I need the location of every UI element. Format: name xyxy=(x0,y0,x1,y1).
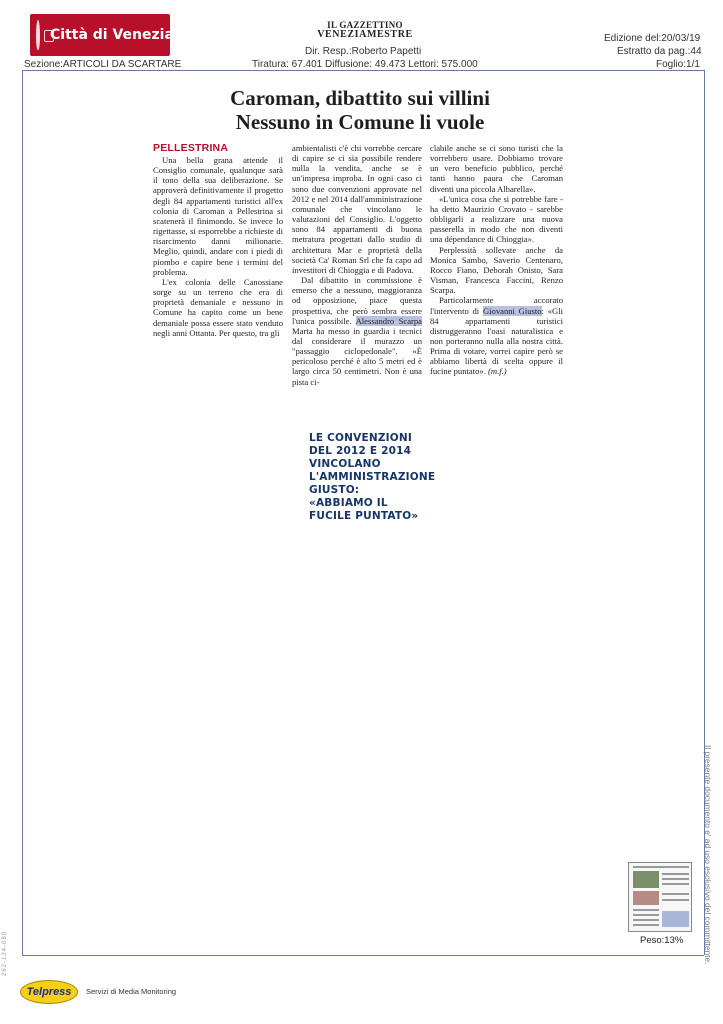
col3-paragraph-3: Perplessità sollevate anche da Monica Sambo, Saverio Centenaro, Rocco Fiano, Deborah Onisto, Sara Visman, Francesca Faccini, Renzo Scarpa. xyxy=(430,244,563,296)
logo-text: Città di Venezia xyxy=(50,27,174,43)
article-column-2 xyxy=(292,143,422,387)
extract-page: Estratto da pag.:44 xyxy=(617,46,702,57)
col3-paragraph-4-end: : «Gli 84 appartamenti turistici distruggeranno l'oasi naturalistica e non porteranno nulla alla nostra città. Prima di votare, vorrei capire però se abbiamo libertà di scelta oppure il fucine puntato». xyxy=(430,305,563,377)
col1-paragraph-1: Una bella grana attende il Consiglio comunale, qualunque sarà il tono della sua deliberazione. Se approverà definitivamente il progetto degli 84 appartamenti turistici all'ex colonia di Caroman a Pellestrina si scatenerà il finimondo. Se invece lo rigettasse, si esporrebbe a richieste di risarcimento danni milionarie. Meglio, quindi, andare con i piedi di piombo e capire bene i termini del problema. xyxy=(153,155,283,277)
article-column-1 xyxy=(153,155,283,338)
col3-paragraph-4-start: Particolarmente accorato l'intervento di xyxy=(430,295,563,316)
col2-paragraph-1: ambientalisti c'è chi vorrebbe cercare di capire se ci sia possibile rendere nulla la vendita, anche se è un'impresa improba. In ogni caso ci sono due convenzioni approvate nel 2012 e nel 2014 dall'amministrazione comunale che vincolano le valutazioni del Consiglio. L'oggetto sono 84 appartamenti di buona metratura progettati dallo studio di architettura Mar e proprietà della società Ca' Roman Srl che fa capo ad investitori di Chioggia e di Padova. xyxy=(292,143,422,275)
masthead-line1: IL GAZZETTINO xyxy=(327,20,403,30)
col2-paragraph-2-start: Dal dibattito in commissione è emerso che a nessuno, maggioranza od opposizione, piace questa prospettiva, che però sembra essere l'unica possibile. xyxy=(292,275,422,326)
article-kicker: PELLESTRINA xyxy=(153,142,229,154)
page-thumbnail xyxy=(628,862,692,932)
article-headline-line1: Caroman, dibattito sui villini xyxy=(230,86,490,110)
article-headline-line2: Nessuno in Comune li vuole xyxy=(235,110,485,134)
page-frame-left xyxy=(22,70,23,955)
thumbnail-photo-2 xyxy=(633,891,659,905)
sheet-count: Foglio:1/1 xyxy=(656,59,700,70)
edition-date: Edizione del:20/03/19 xyxy=(604,33,701,44)
author-signature: (m.f.) xyxy=(488,366,507,377)
col2-paragraph-2-end: Marta ha messo in guardia i tecnici dal considerare il murazzo un "passaggio ciclopedonale". «È pericoloso perché è alto 5 metri ed è largo circa 50 centimetri. Non è una pista ci- xyxy=(292,325,422,387)
col3-paragraph-1: clabile anche se ci sono turisti che la vorrebbero usare. Dobbiamo trovare un vero beneficio pubblico, perché tanti hanno paura che Caroman diventi una piccola Albarella». xyxy=(430,143,563,194)
footer-divider xyxy=(22,955,704,956)
header-divider xyxy=(22,70,704,71)
weight-percentage: Peso:13% xyxy=(640,935,684,946)
citta-di-venezia-logo xyxy=(30,14,174,56)
usage-disclaimer: Il presente documento e' ad uso esclusivo del committente. xyxy=(703,745,713,965)
thumbnail-photo xyxy=(633,871,659,888)
pull-quote: LE CONVENZIONI DEL 2012 E 2014 VINCOLANO L'AMMINISTRAZIONE GIUSTO: «ABBIAMO IL FUCILE PUNTATO» xyxy=(309,432,436,522)
highlighted-name-giovanni-giusto: Giovanni Giusto xyxy=(482,305,542,316)
venice-crest-icon xyxy=(36,20,40,50)
circulation-info: Tiratura: 67.401 Diffusione: 49.473 Lettori: 575.000 xyxy=(252,59,478,70)
article-column-3 xyxy=(430,143,563,377)
col3-paragraph-2: «L'unica cosa che si potrebbe fare - ha detto Maurizio Crovato - sarebbe obbligarli a realizzare una nuova passerella in modo che non diventi una dépendance di Chioggia». xyxy=(430,193,563,245)
newspaper-masthead xyxy=(300,20,430,40)
media-monitoring-label: Servizi di Media Monitoring xyxy=(86,987,177,996)
telpress-logo: Telpress xyxy=(20,980,78,1004)
col2-paragraph-2 xyxy=(292,275,422,387)
document-code: 262-124-080 xyxy=(2,930,8,976)
thumbnail-article-highlight xyxy=(662,911,689,927)
col3-paragraph-4 xyxy=(430,295,563,376)
masthead-line2: VENEZIAMESTRE xyxy=(317,29,413,40)
section-label: Sezione:ARTICOLI DA SCARTARE xyxy=(24,59,182,70)
highlighted-name-alessandro-scarpa: Alessandro Scarpa xyxy=(355,315,422,326)
col1-paragraph-2: L'ex colonia delle Canossiane sorge su un terreno che era di proprietà demaniale e nessuno in Comune ha capito come un bene demaniale possa essere stato venduto negli anni Ottanta. Per questo, tra gli xyxy=(153,276,283,338)
director-info: Dir. Resp.:Roberto Papetti xyxy=(305,46,422,57)
